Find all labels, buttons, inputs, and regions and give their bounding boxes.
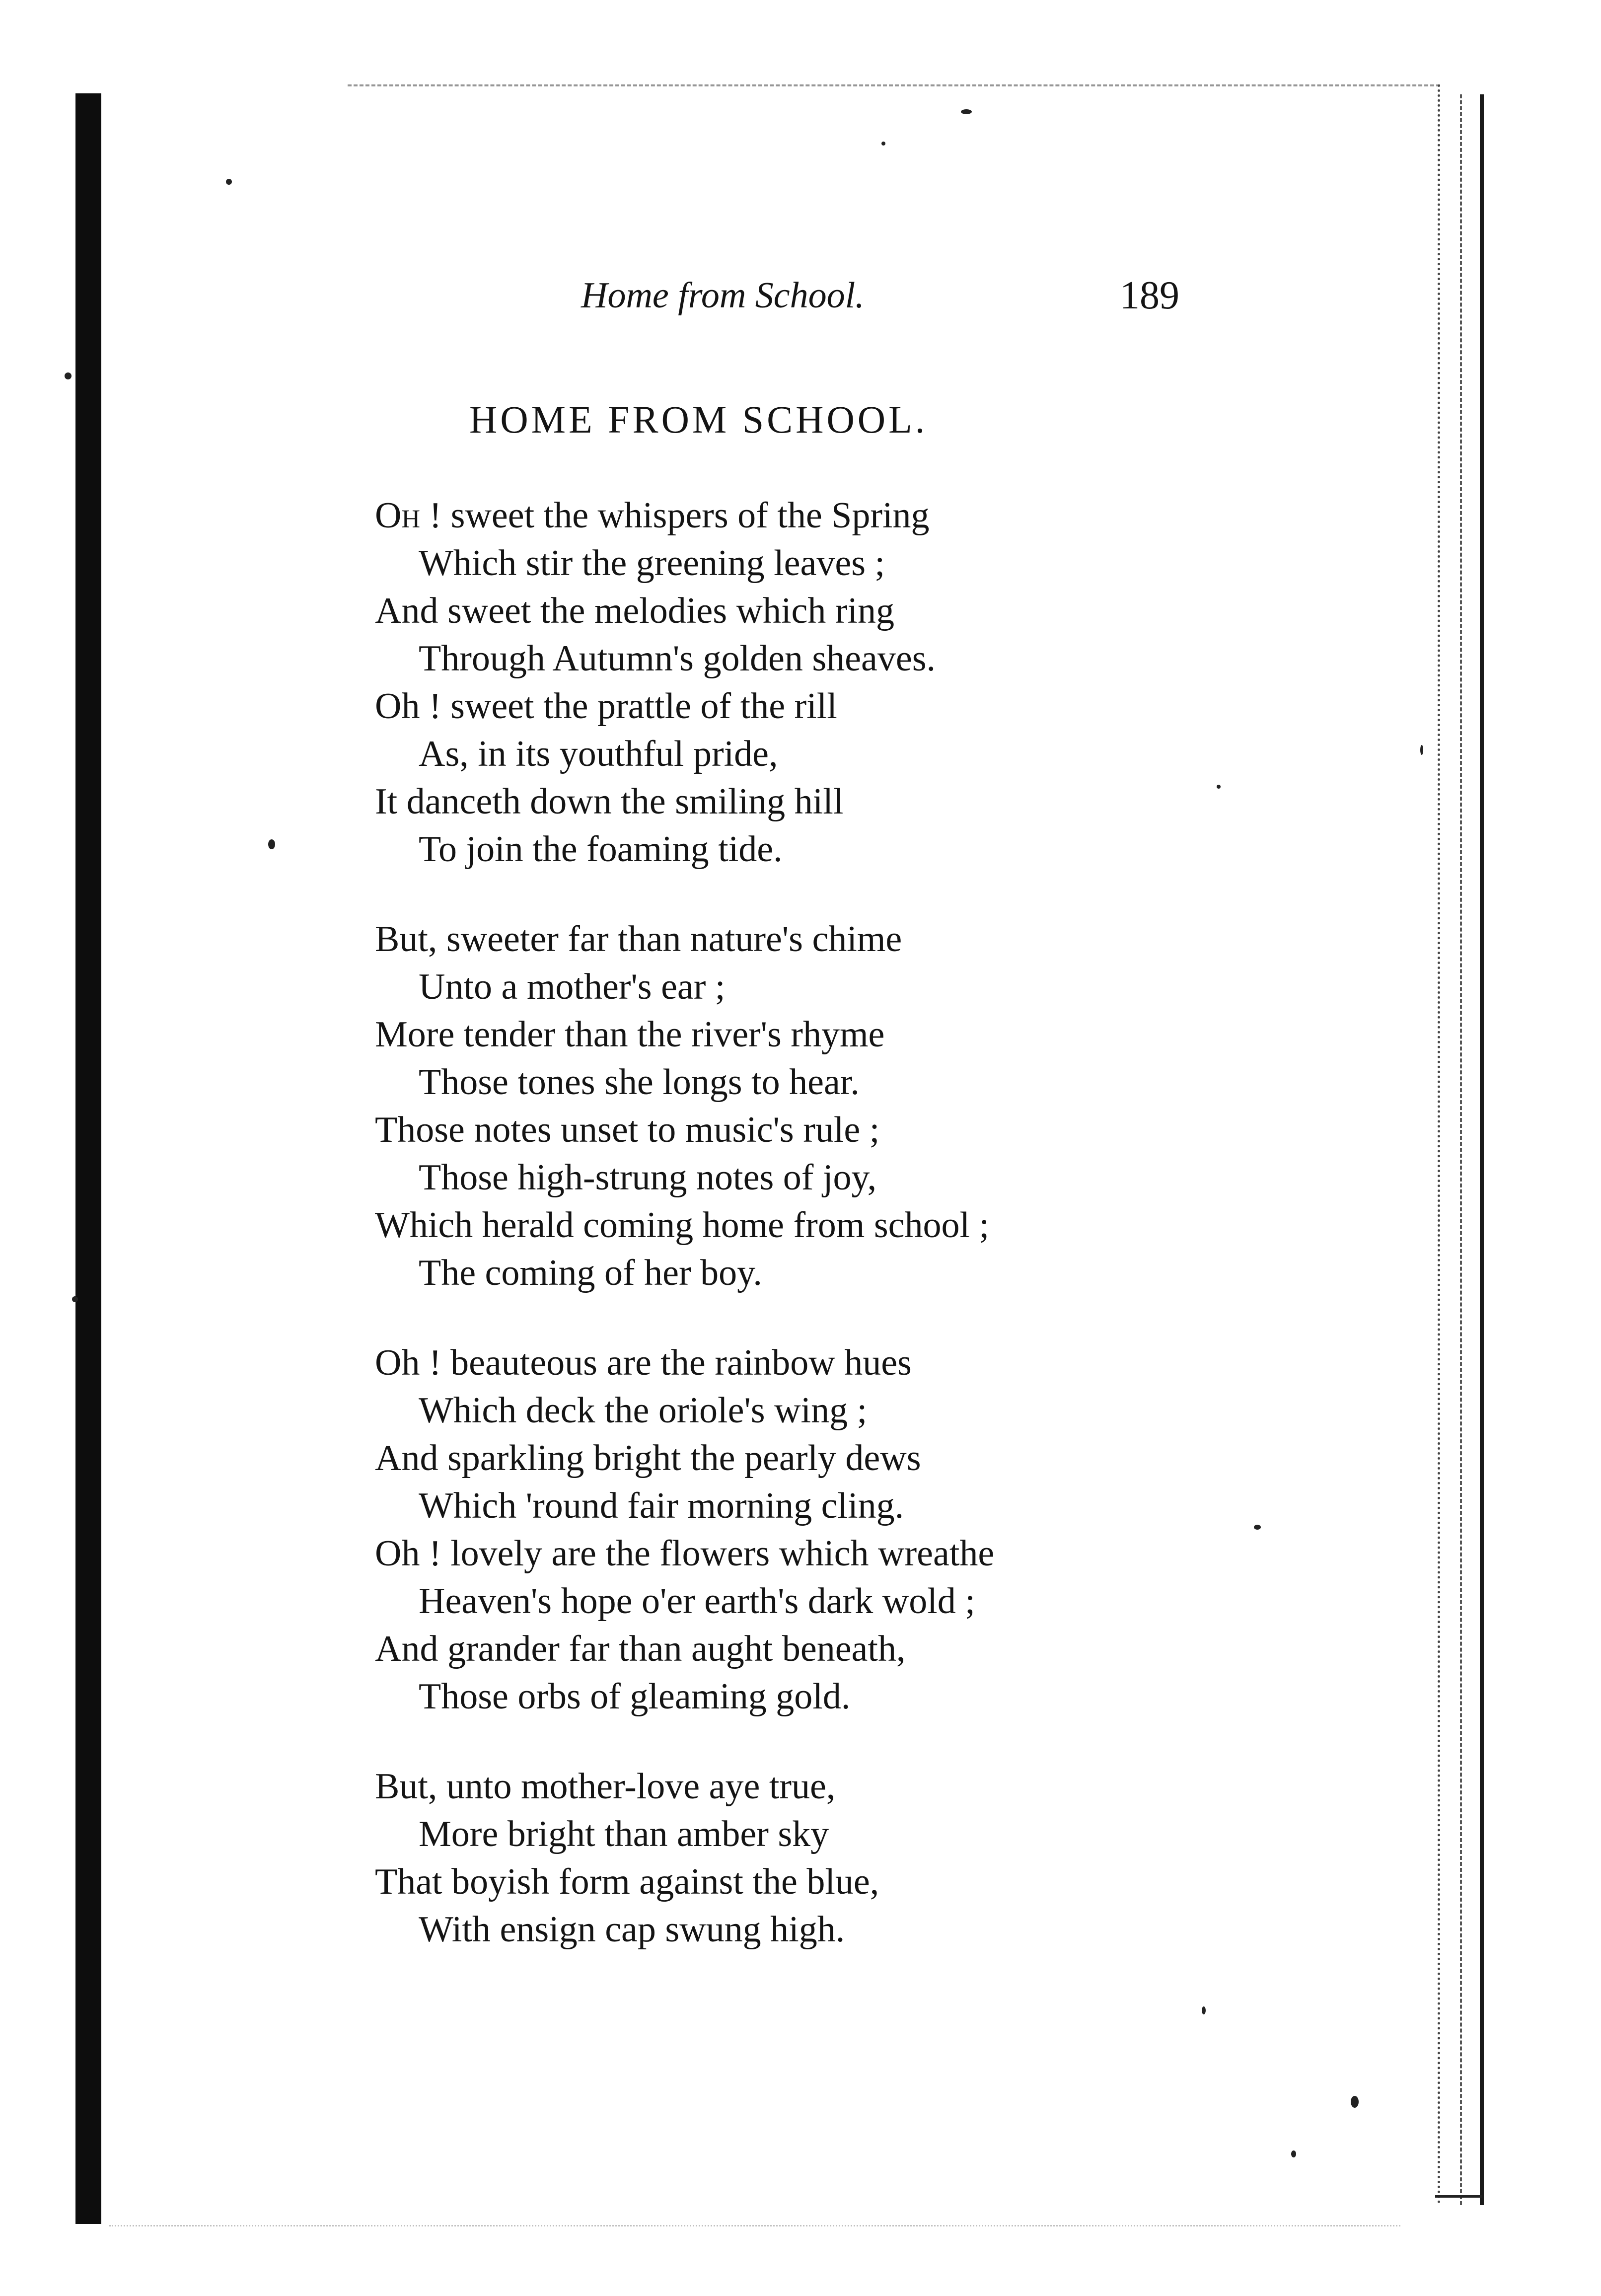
poem-line: Oh ! sweet the whispers of the Spring — [375, 495, 930, 536]
page-number: 189 — [1120, 274, 1179, 317]
poem-line: Which herald coming home from school ; — [375, 1205, 990, 1246]
fore-edge-corner — [1435, 2195, 1482, 2198]
poem-line: Which deck the oriole's wing ; — [419, 1390, 868, 1431]
poem-line: Those tones she longs to hear. — [419, 1062, 860, 1103]
scan-speck — [961, 109, 972, 114]
stanza — [375, 492, 1120, 873]
bottom-edge-rule — [109, 2225, 1400, 2226]
scan-speck — [65, 372, 72, 379]
fore-edge-line — [1460, 94, 1462, 2205]
poem-line: Those notes unset to music's rule ; — [375, 1110, 880, 1150]
poem-line: And grander far than aught beneath, — [375, 1629, 906, 1669]
scan-speck — [268, 839, 275, 849]
poem-line: Those high-strung notes of joy, — [419, 1157, 877, 1198]
poem-line: More tender than the river's rhyme — [375, 1014, 885, 1055]
scan-speck — [1420, 745, 1423, 755]
poem-line: The coming of her boy. — [419, 1253, 762, 1293]
scan-speck — [1254, 1525, 1261, 1530]
poem-line: Heaven's hope o'er earth's dark wold ; — [419, 1581, 975, 1622]
poem-line: That boyish form against the blue, — [375, 1861, 879, 1902]
scan-speck — [72, 1296, 78, 1302]
poem-line: But, sweeter far than nature's chime — [375, 919, 902, 960]
poem-line: But, unto mother-love aye true, — [375, 1766, 836, 1807]
scan-speck — [226, 179, 232, 185]
scan-speck — [881, 142, 885, 146]
fore-edge-line — [1480, 94, 1484, 2205]
running-title: Home from School. — [581, 275, 865, 316]
stanza — [375, 1339, 1120, 1720]
poem-line: It danceth down the smiling hill — [375, 781, 844, 822]
poem-line: With ensign cap swung high. — [419, 1909, 845, 1950]
scan-speck — [1202, 2006, 1206, 2014]
poem-line: Through Autumn's golden sheaves. — [419, 638, 936, 679]
poem-body — [375, 492, 1120, 1996]
poem-line: More bright than amber sky — [419, 1814, 829, 1854]
poem-line: Oh ! beauteous are the rainbow hues — [375, 1342, 912, 1383]
poem-title: HOME FROM SCHOOL. — [469, 398, 928, 441]
poem-line: Which stir the greening leaves ; — [419, 543, 885, 584]
running-head — [0, 268, 1601, 323]
scan-speck — [1291, 2150, 1296, 2157]
scan-speck — [1351, 2096, 1359, 2108]
top-edge-rule — [348, 84, 1440, 86]
poem-line: Oh ! lovely are the flowers which wreathe — [375, 1533, 995, 1574]
poem-line: To join the foaming tide. — [419, 829, 783, 870]
poem-line: Unto a mother's ear ; — [419, 966, 726, 1007]
stanza — [375, 915, 1120, 1297]
poem-line: And sweet the melodies which ring — [375, 591, 895, 631]
poem-line: Oh ! sweet the prattle of the rill — [375, 686, 837, 727]
poem-line: Which 'round fair morning cling. — [419, 1485, 904, 1526]
fore-edge-line — [1438, 84, 1440, 2205]
poem-line: As, in its youthful pride, — [419, 734, 778, 774]
scan-speck — [1217, 785, 1221, 789]
poem-line: And sparkling bright the pearly dews — [375, 1438, 921, 1479]
stanza — [375, 1763, 1120, 1953]
poem-line: Those orbs of gleaming gold. — [419, 1676, 851, 1717]
binding-gutter — [75, 93, 101, 2224]
